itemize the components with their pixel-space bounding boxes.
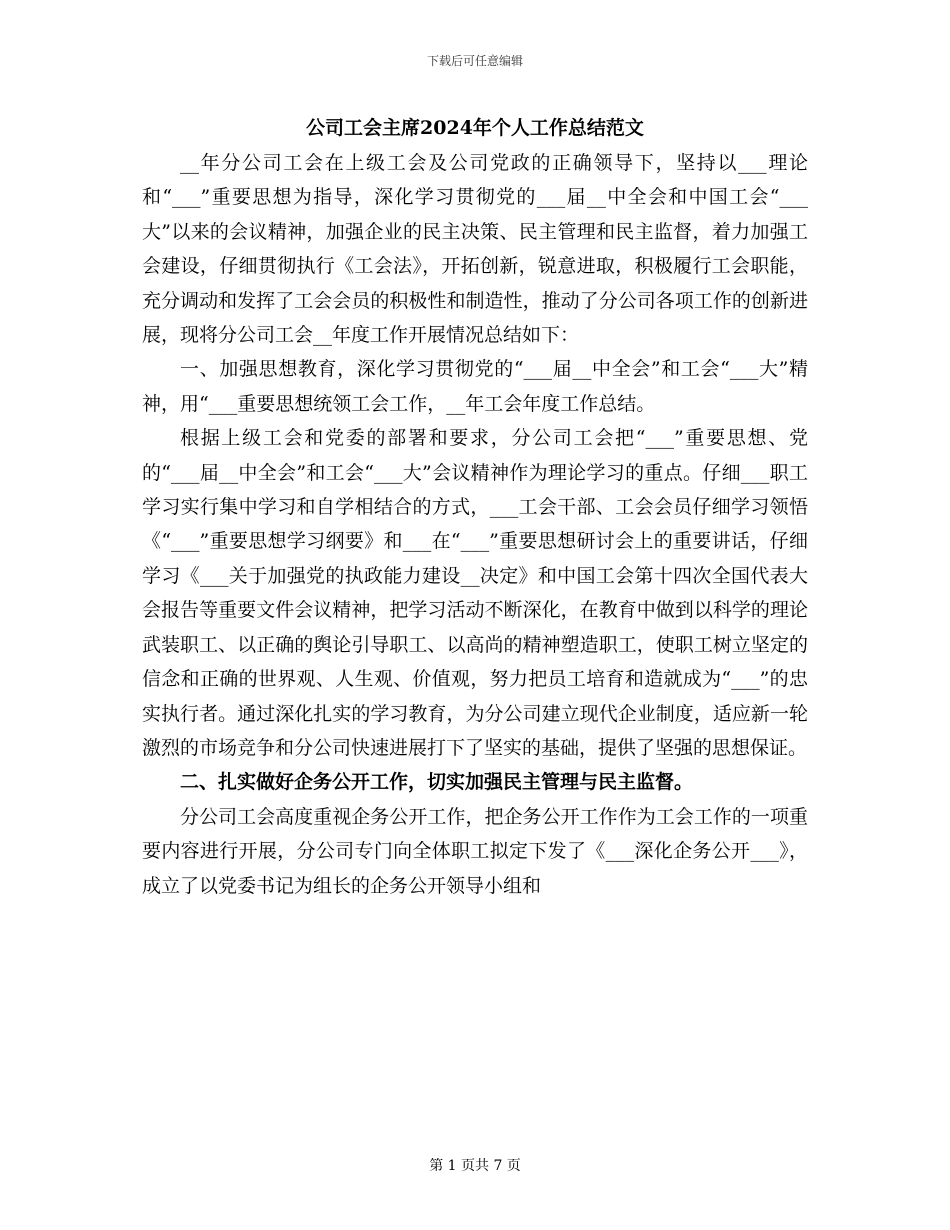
paragraph-intro: __年分公司工会在上级工会及公司党政的正确领导下，坚持以___理论和“___”重要思想为指导，深化学习贯彻党的___届__中全会和中国工会“___大”以来的会议精神，加强企业的民主决策、民主管理和民主监督，着力加强工会建设，仔细贯彻执行《工会法》，开拓创新，锐意进取，积极履行工会职能，充分调动和发挥了工会会员的积极性和制造性，推动了分公司各项工作的创新进展，现将分公司工会__年度工作开展情况总结如下： — [142, 152, 808, 347]
document-title: 公司工会主席2024年个人工作总结范文 — [306, 117, 644, 139]
paragraph-study: 根据上级工会和党委的部署和要求，分公司工会把“___”重要思想、党的“___届__中全会”和工会“___大”会议精神作为理论学习的重点。仔细___职工学习实行集中学习和自学相结合的方式，___工会干部、工会会员仔细学习领悟《“___”重要思想学习纲要》和___在“___”重要思想研讨会上的重要讲话，仔细学习《___关于加强党的执政能力建设__决定》和中国工会第十四次全国代表大会报告等重要文件会议精神，把学习活动不断深化，在教育中做到以科学的理论武装职工、以正确的舆论引导职工、以高尚的精神塑造职工，使职工树立坚定的信念和正确的世界观、人生观、价值观，努力把员工培育和造就成为“___”的忠实执行者。通过深化扎实的学习教育，为分公司建立现代企业制度，适应新一轮激烈的市场竞争和分公司快速进展打下了坚实的基础，提供了坚强的思想保证。 — [142, 427, 808, 759]
paragraph-disclosure: 分公司工会高度重视企务公开工作，把企务公开工作作为工会工作的一项重要内容进行开展，分公司专门向全体职工拟定下发了《___深化企务公开___》，成立了以党委书记为组长的企务公开领导小组和 — [142, 805, 808, 897]
page-number: 第 1 页共 7 页 — [429, 1158, 521, 1174]
paragraph-section-one: 一、加强思想教育，深化学习贯彻党的“___届__中全会”和工会“___大”精神，用“___重要思想统领工会工作，__年工会年度工作总结。 — [142, 358, 808, 415]
section-two-heading: 二、扎实做好企务公开工作，切实加强民主管理与民主监督。 — [180, 771, 694, 794]
document-body — [142, 146, 808, 903]
download-note: 下载后可任意编辑 — [426, 54, 523, 68]
